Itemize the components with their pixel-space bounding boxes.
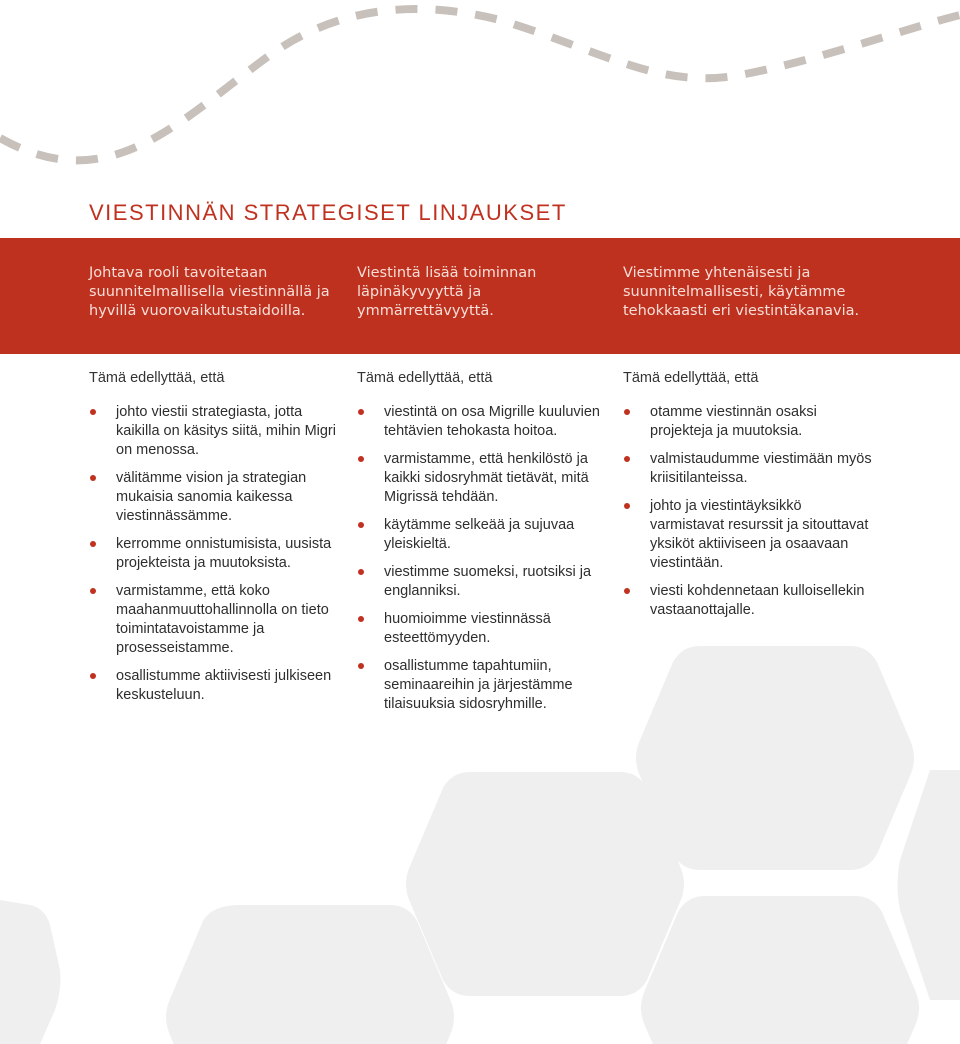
band-statement: Viestintä lisää toiminnan läpinäkyvyyttä ja ymmärrettävyyttä. [357,265,537,319]
list-item [623,497,873,573]
list-item [357,403,607,441]
bullet-icon [624,503,630,509]
list-item-text: varmistamme, että henkilöstö ja kaikki sidosryhmät tietävät, mitä Migrissä tehdään. [384,451,589,505]
bullet-icon [358,569,364,575]
bullet-icon [358,456,364,462]
list-item [623,403,873,441]
list-item-text: käytämme selkeää ja sujuvaa yleiskieltä. [384,517,575,552]
list-item-text: valmistaudumme viestimään myös kriisitilanteissa. [650,451,872,486]
bullet-icon [624,456,630,462]
list-item-text: johto ja viestintäyksikkö varmistavat resurssit ja sitouttavat yksiköt aktiiviseen ja osaavaan viestintään. [650,498,869,571]
column-lead: Tämä edellyttää, että [623,370,759,386]
list-item-text: viesti kohdennetaan kulloisellekin vastaanottajalle. [650,583,865,618]
list-item [89,582,339,658]
bullet-icon [90,673,96,679]
hexagon-decoration [898,770,960,1000]
band-statement: Johtava rooli tavoitetaan suunnitelmallisella viestinnällä ja hyvillä vuorovaikutustaidoilla. [89,265,330,319]
list-item [357,657,607,714]
list-item-text: johto viestii strategiasta, jotta kaikilla on käsitys siitä, mihin Migri on menossa. [116,404,336,458]
bullet-icon [358,663,364,669]
bullet-icon [90,588,96,594]
requirements-column [623,370,873,629]
list-item [623,582,873,620]
column-lead: Tämä edellyttää, että [89,370,225,386]
bullet-list [89,403,339,705]
column-lead: Tämä edellyttää, että [357,370,493,386]
band-statement: Viestimme yhtenäisesti ja suunnitelmallisesti, käytämme tehokkaasti eri viestintäkanavia. [623,265,860,319]
list-item [89,667,339,705]
requirements-column [89,370,339,714]
bullet-icon [358,522,364,528]
list-item [89,403,339,460]
bullet-icon [624,588,630,594]
list-item [357,563,607,601]
bullet-list [623,403,873,620]
dashed-wave-decoration [0,9,960,160]
list-item-text: kerromme onnistumisista, uusista projekteista ja muutoksista. [116,536,332,571]
hexagon-decoration [0,900,60,1044]
hexagon-decoration [406,772,684,996]
list-item-text: viestimme suomeksi, ruotsiksi ja englanniksi. [384,564,592,599]
bullet-icon [358,616,364,622]
list-item-text: otamme viestinnän osaksi projekteja ja muutoksia. [650,404,817,439]
list-item [89,469,339,526]
bullet-icon [90,541,96,547]
list-item-text: viestintä on osa Migrille kuuluvien tehtävien tehokasta hoitoa. [384,404,600,439]
list-item [357,516,607,554]
hexagon-decoration [166,905,454,1044]
bullet-icon [90,409,96,415]
bullet-icon [624,409,630,415]
list-item-text: varmistamme, että koko maahanmuuttohallinnolla on tieto toimintatavoistamme ja prosesseistamme. [116,583,329,656]
list-item-text: osallistumme tapahtumiin, seminaareihin ja järjestämme tilaisuuksia sidosryhmille. [384,658,573,712]
list-item-text: välitämme vision ja strategian mukaisia sanomia kaikessa viestinnässämme. [116,470,307,524]
list-item-text: osallistumme aktiivisesti julkiseen keskusteluun. [116,668,332,703]
bullet-list [357,403,607,714]
list-item-text: huomioimme viestinnässä esteettömyyden. [384,611,551,646]
bullet-icon [90,475,96,481]
list-item [623,450,873,488]
strategy-band [0,238,960,354]
hexagon-decoration [641,896,919,1044]
requirements-column [357,370,607,723]
list-item [89,535,339,573]
list-item [357,450,607,507]
list-item [357,610,607,648]
bullet-icon [358,409,364,415]
page-title: VIESTINNÄN STRATEGISET LINJAUKSET [89,200,567,225]
hexagon-decoration [636,646,914,870]
